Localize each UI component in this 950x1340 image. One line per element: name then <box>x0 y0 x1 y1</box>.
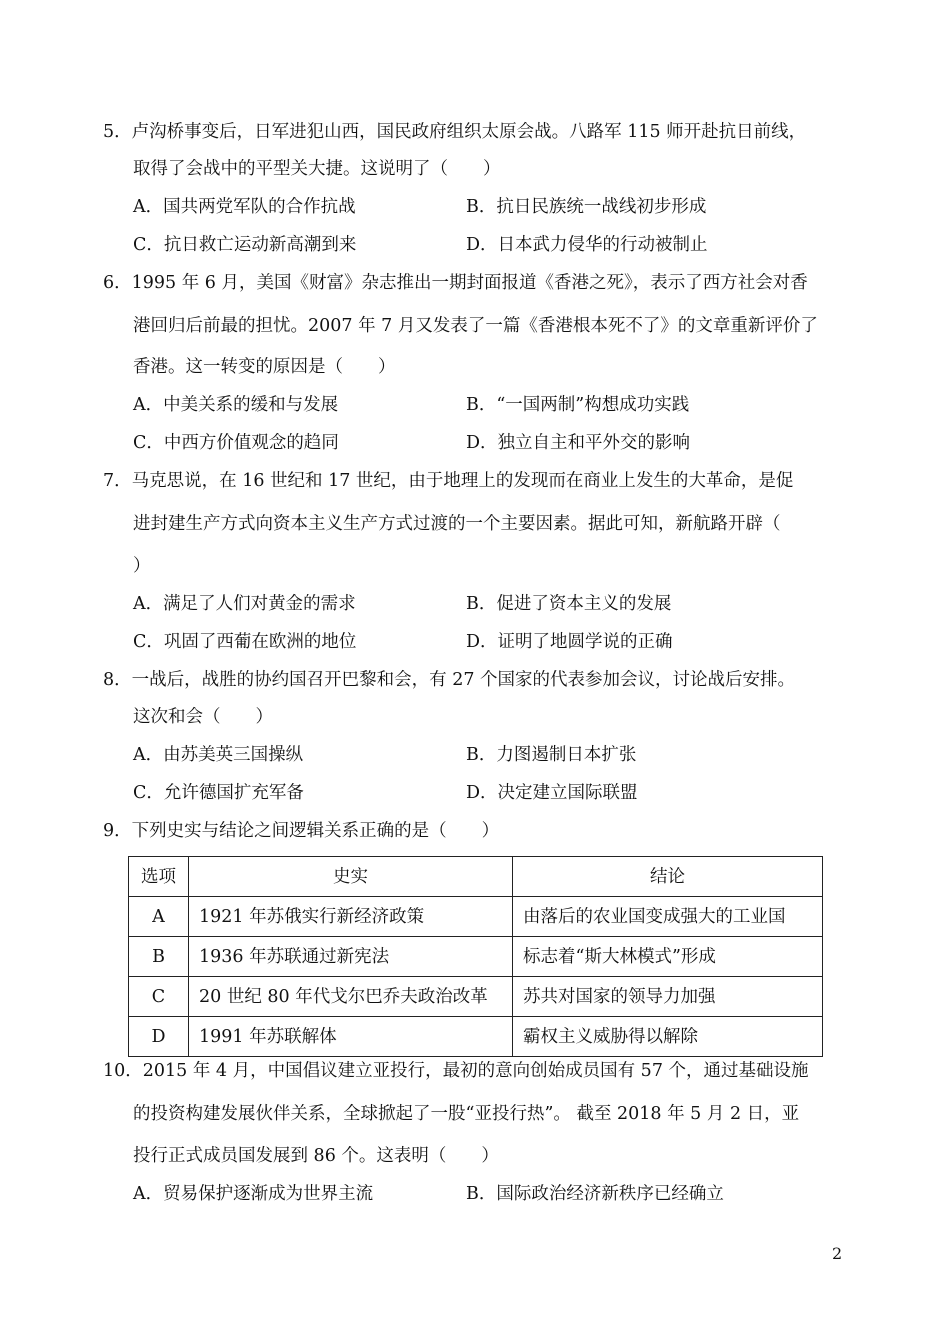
q5-option-b: B．抗日民族统一战线初步形成 <box>466 197 707 217</box>
q5-stem-line2: 取得了会战中的平型关大捷。这说明了（ ） <box>133 159 501 179</box>
q5-option-a: A．国共两党军队的合作抗战 <box>133 197 356 217</box>
q9-row-option: B <box>129 937 189 977</box>
q6-option-d: D．独立自主和平外交的影响 <box>466 433 691 453</box>
q9-row-conclusion: 由落后的农业国变成强大的工业国 <box>513 897 823 937</box>
q6-option-a: A．中美关系的缓和与发展 <box>133 395 339 415</box>
q7-option-b: B．促进了资本主义的发展 <box>466 594 672 614</box>
q9-header-option: 选项 <box>129 857 189 897</box>
q8-stem-line2: 这次和会（ ） <box>133 707 273 727</box>
q9-header-fact: 史实 <box>189 857 513 897</box>
q5-option-c: C．抗日救亡运动新高潮到来 <box>133 235 357 255</box>
q9-row-fact: 1991 年苏联解体 <box>189 1017 513 1057</box>
q9-row-fact: 20 世纪 80 年代戈尔巴乔夫政治改革 <box>189 977 513 1017</box>
q9-stem-line1: 9．下列史实与结论之间逻辑关系正确的是（ ） <box>103 821 500 841</box>
q5-stem-line1: 5．卢沟桥事变后，日军进犯山西，国民政府组织太原会战。八路军 115 师开赴抗日前线， <box>103 122 807 142</box>
q6-option-b: B．“一国两制”构想成功实践 <box>466 395 690 415</box>
q7-stem-line2: 进封建生产方式向资本主义生产方式过渡的一个主要因素。据此可知，新航路开辟（ <box>133 514 781 534</box>
q9-row-conclusion: 苏共对国家的领导力加强 <box>513 977 823 1017</box>
q8-option-c: C．允许德国扩充军备 <box>133 783 304 803</box>
q10-stem-line2: 的投资构建发展伙伴关系，全球掀起了一股“亚投行热”。 截至 2018 年 5 月 2 日，亚 <box>133 1104 800 1124</box>
page-number: 2 <box>832 1244 843 1263</box>
q6-stem-line3: 香港。这一转变的原因是（ ） <box>133 357 396 377</box>
q9-row-option: A <box>129 897 189 937</box>
q6-stem-line2: 港回归后前最的担忧。2007 年 7 月又发表了一篇《香港根本死不了》的文章重新评价了 <box>133 316 818 336</box>
q9-header-conclusion: 结论 <box>513 857 823 897</box>
q8-stem-line1: 8．一战后，战胜的协约国召开巴黎和会，有 27 个国家的代表参加会议，讨论战后安排。 <box>103 670 796 690</box>
q8-option-a: A．由苏美英三国操纵 <box>133 745 304 765</box>
q7-stem-line3: ） <box>133 556 151 576</box>
q8-option-b: B．力图遏制日本扩张 <box>466 745 637 765</box>
table-row <box>129 937 823 977</box>
q6-stem-line1: 6．1995 年 6 月，美国《财富》杂志推出一期封面报道《香港之死》，表示了西方社会对香 <box>103 273 808 293</box>
table-row <box>129 977 823 1017</box>
q5-option-d: D．日本武力侵华的行动被制止 <box>466 235 708 255</box>
q10-stem-line1: 10．2015 年 4 月，中国倡议建立亚投行，最初的意向创始成员国有 57 个，通过基础设施 <box>103 1061 809 1081</box>
q9-row-option: C <box>129 977 189 1017</box>
q7-stem-line1: 7．马克思说，在 16 世纪和 17 世纪，由于地理上的发现而在商业上发生的大革命，是促 <box>103 471 794 491</box>
q6-option-c: C．中西方价值观念的趋同 <box>133 433 339 453</box>
q10-option-b: B．国际政治经济新秩序已经确立 <box>466 1184 724 1204</box>
q9-table <box>128 856 823 1057</box>
q9-row-conclusion: 标志着“斯大林模式”形成 <box>513 937 823 977</box>
q9-row-option: D <box>129 1017 189 1057</box>
q10-stem-line3: 投行正式成员国发展到 86 个。这表明（ ） <box>133 1146 499 1166</box>
q10-option-a: A．贸易保护逐渐成为世界主流 <box>133 1184 374 1204</box>
q7-option-d: D．证明了地圆学说的正确 <box>466 632 673 652</box>
q9-row-conclusion: 霸权主义威胁得以解除 <box>513 1017 823 1057</box>
table-row <box>129 897 823 937</box>
q8-option-d: D．决定建立国际联盟 <box>466 783 638 803</box>
table-row <box>129 1017 823 1057</box>
q7-option-a: A．满足了人们对黄金的需求 <box>133 594 356 614</box>
q9-table-header-row <box>129 857 823 897</box>
q9-row-fact: 1936 年苏联通过新宪法 <box>189 937 513 977</box>
q7-option-c: C．巩固了西葡在欧洲的地位 <box>133 632 357 652</box>
q9-row-fact: 1921 年苏俄实行新经济政策 <box>189 897 513 937</box>
